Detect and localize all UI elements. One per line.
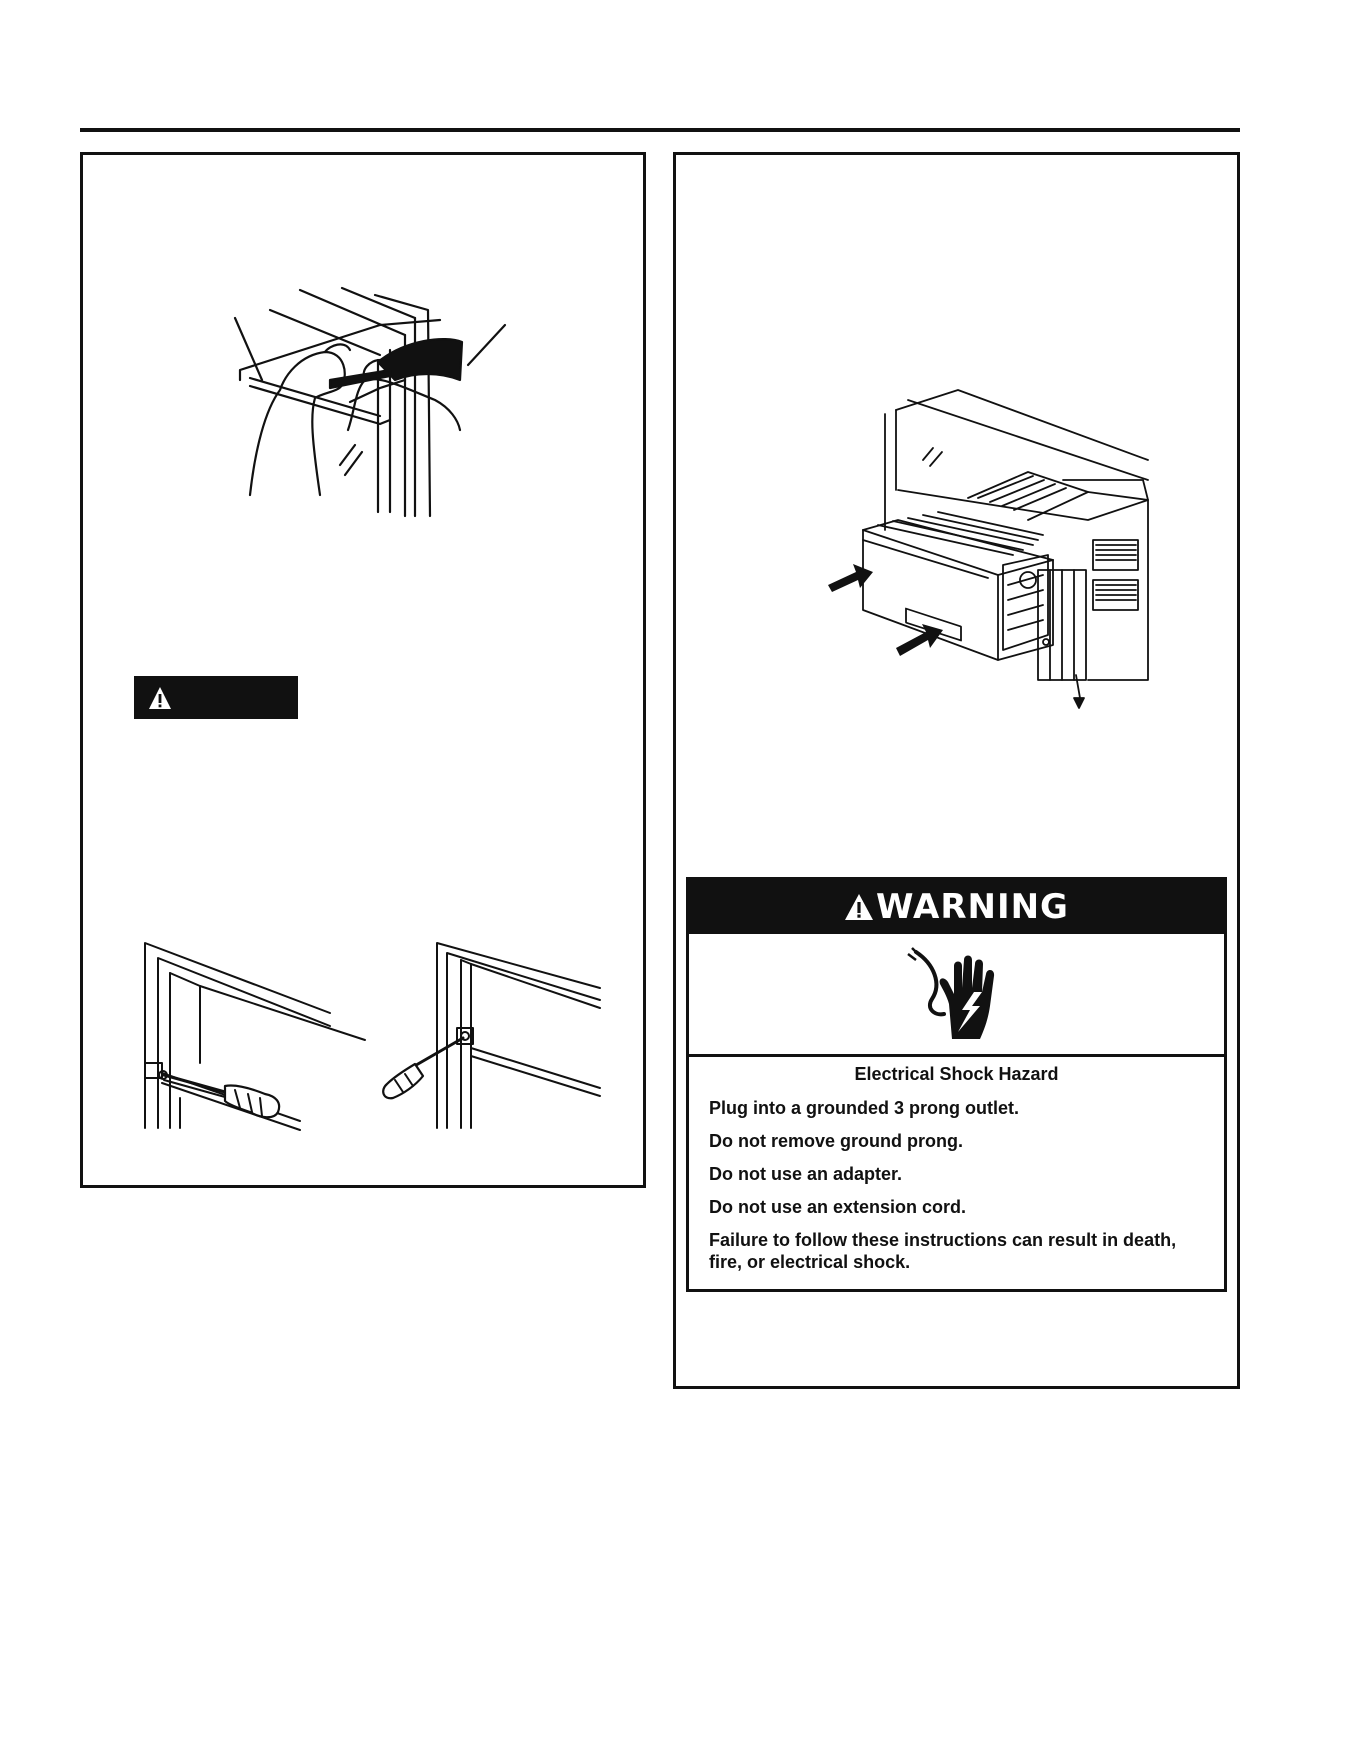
warning-header-label: WARNING [876, 887, 1069, 927]
warning-icon-area [689, 934, 1224, 1057]
warning-item: Failure to follow these instructions can result in death, fire, or electrical shock. [709, 1230, 1177, 1272]
warning-header [689, 880, 1224, 934]
warning-item: Plug into a grounded 3 prong outlet. [709, 1098, 1019, 1118]
electrical-shock-warning-box [686, 877, 1227, 1292]
warning-item: Do not remove ground prong. [709, 1131, 963, 1151]
screwdriver-bracket-illustration-1 [140, 938, 365, 1130]
warning-instructions-list [709, 1097, 1209, 1284]
warning-triangle-icon [148, 686, 172, 710]
screwdriver-bracket-illustration-2 [375, 938, 605, 1130]
top-rule [80, 128, 1240, 132]
foam-seal-illustration [230, 280, 520, 520]
caution-badge [134, 676, 298, 719]
warning-title: Electrical Shock Hazard [854, 1064, 1059, 1084]
electrical-shock-hand-icon [904, 944, 1014, 1044]
chassis-installation-illustration [818, 380, 1173, 720]
warning-triangle-icon [844, 893, 874, 921]
warning-item: Do not use an adapter. [709, 1164, 903, 1184]
warning-item: Do not use an extension cord. [709, 1197, 967, 1217]
